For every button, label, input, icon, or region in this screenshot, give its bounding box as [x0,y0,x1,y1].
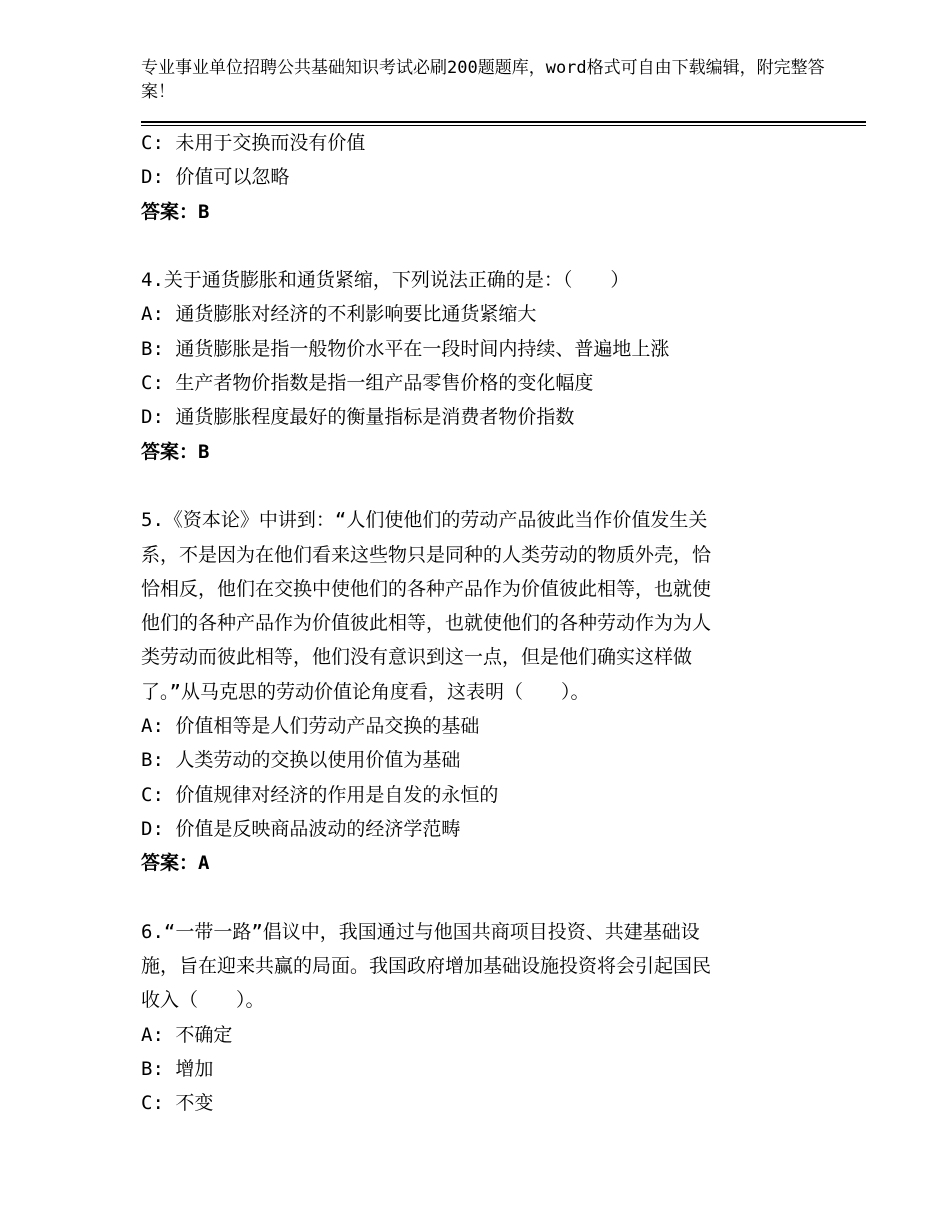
answer-label: 答案：B [141,440,210,463]
spacer [141,229,801,263]
option-c: C: 生产者物价指数是指一组产品零售价格的变化幅度 [141,372,594,395]
answer-label: 答案：A [141,852,210,875]
question-stem-line: 收入（ ）。 [141,989,265,1012]
question-3-tail [141,126,801,229]
option-b: B: 增加 [141,1058,214,1081]
question-stem-line: 5.《资本论》中讲到：“人们使他们的劳动产品彼此当作价值发生关 [141,509,708,532]
option-d: D: 价值是反映商品波动的经济学范畴 [141,817,461,840]
option-a: A: 不确定 [141,1023,233,1046]
option-c: C: 不变 [141,1092,214,1115]
question-stem: 4.关于通货膨胀和通货紧缩，下列说法正确的是：（ ） [141,269,630,292]
question-stem-line: 施，旨在迎来共赢的局面。我国政府增加基础设施投资将会引起国民 [141,955,712,978]
option-d: D: 通货膨胀程度最好的衡量指标是消费者物价指数 [141,406,575,429]
question-stem-line: 系，不是因为在他们看来这些物只是同种的人类劳动的物质外壳，恰 [141,543,712,566]
question-list [141,126,801,1121]
question-stem-line: 6.“一带一路”倡议中，我国通过与他国共商项目投资、共建基础设 [141,920,700,943]
spacer [141,469,801,503]
spacer [141,881,801,915]
option-b: B: 人类劳动的交换以使用价值为基础 [141,749,461,772]
header-rule-thick [141,121,866,123]
option-d: D: 价值可以忽略 [141,166,290,189]
page-header: 专业事业单位招聘公共基础知识考试必刷200题题库，word格式可自由下载编辑，附完整答案！ [141,58,825,102]
option-c: C: 未用于交换而没有价值 [141,132,366,154]
question-5 [141,503,801,880]
question-stem-line: 他们的各种产品作为价值彼此相等，也就使他们的各种劳动作为为人 [141,612,712,635]
question-6 [141,915,801,1121]
option-b: B: 通货膨胀是指一般物价水平在一段时间内持续、普遍地上涨 [141,337,670,360]
question-stem-line: 恰相反，他们在交换中使他们的各种产品作为价值彼此相等，也就使 [141,577,712,600]
option-a: A: 价值相等是人们劳动产品交换的基础 [141,715,480,738]
question-4 [141,263,801,469]
answer-label: 答案：B [141,200,210,223]
option-c: C: 价值规律对经济的作用是自发的永恒的 [141,783,499,806]
option-a: A: 通货膨胀对经济的不利影响要比通货紧缩大 [141,303,537,326]
question-stem-line: 类劳动而彼此相等，他们没有意识到这一点，但是他们确实这样做 [141,646,693,669]
question-stem-line: 了。”从马克思的劳动价值论角度看，这表明（ ）。 [141,680,590,703]
